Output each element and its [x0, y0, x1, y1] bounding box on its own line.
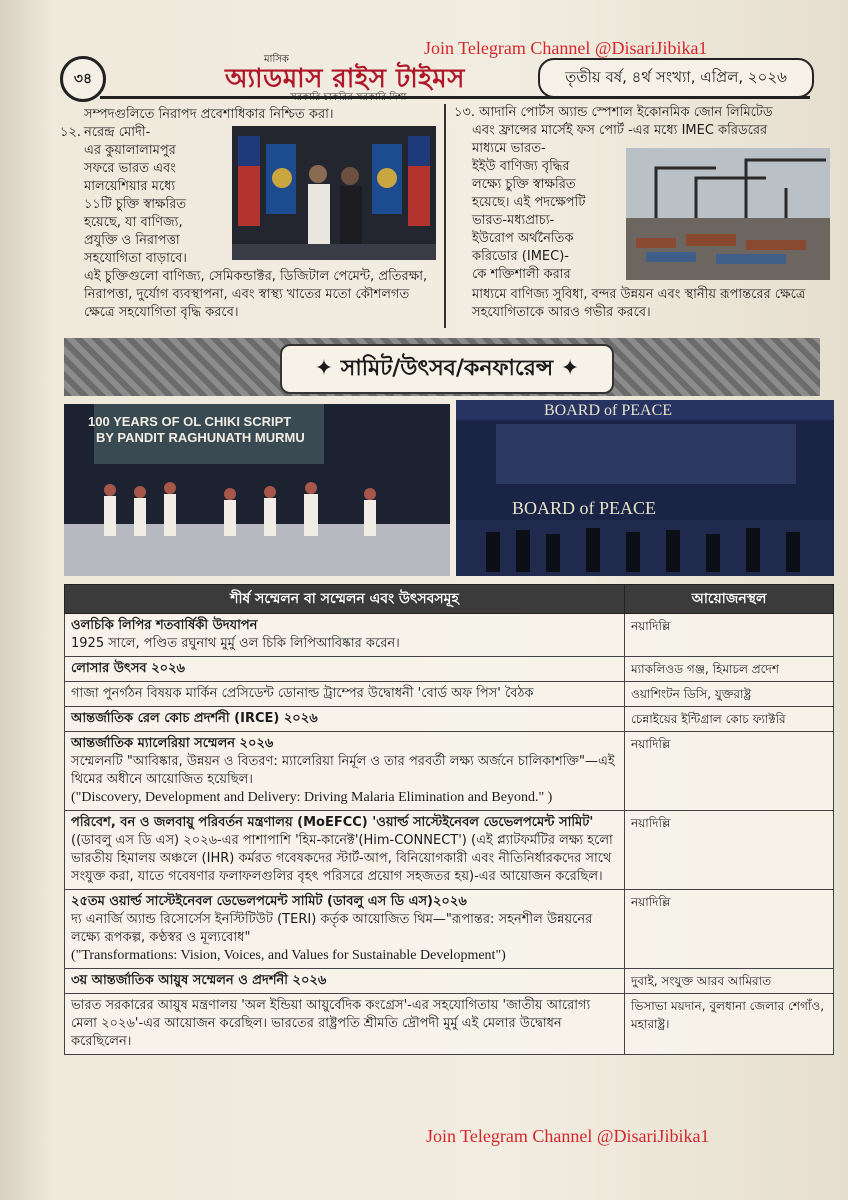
left-full-text: এই চুক্তিগুলো বাণিজ্য, সেমিকন্ডাক্টর, ডিজিটাল পেমেন্ট, প্রতিরক্ষা, নিরাপত্তা, দুর্যোগ ব্যবস্থাপনা, এবং স্বাস্থ্য খাতের মতো কৌশলগত ক্ষেত্রে সহযোগিতা বৃদ্ধি করবে।: [84, 269, 428, 320]
event-title: আন্তর্জাতিক ম্যালেরিয়া সম্মেলন ২০২৬: [71, 736, 274, 751]
table-row: [65, 682, 834, 707]
right-wrap-text: [472, 140, 622, 284]
left-wrap-line: সহযোগিতা বাড়াবে।: [84, 251, 187, 266]
event-title: পরিবেশ, বন ও জলবায়ু পরিবর্তন মন্ত্রণালয় (MoEFCC) 'ওয়ার্ল্ড সাস্টেইনেবল ডেভেলপমেন্ট সামিট': [71, 815, 594, 830]
event-desc: ভারত সরকারের আয়ুষ মন্ত্রণালয় 'অল ইন্ডিয়া আয়ুর্বেদিক কংগ্রেস'-এর সহযোগিতায় 'জাতীয় আরোগ্য মেলা ২০২৬'-এর আয়োজন করেছিল। ভারতের রাষ্ট্রপতি শ্রীমতি দ্রৌপদী মুর্মু এই মেলার উদ্বোধন করেছিলেন।: [71, 998, 591, 1049]
event-cell: [65, 732, 625, 811]
item-number-12: ১২.: [60, 125, 82, 140]
right-intro-line-1: ১৩. আদানি পোর্টস অ্যান্ড স্পেশাল ইকোনমিক জোন লিমিটেড: [454, 105, 773, 120]
column-header-events: শীর্ষ সম্মেলন বা সম্মেলন এবং উৎসবসমূহ: [65, 585, 625, 614]
event-cell: [65, 614, 625, 657]
telegram-link-bottom[interactable]: Join Telegram Channel @DisariJibika1: [426, 1126, 710, 1146]
issue-info: তৃতীয় বর্ষ, ৪র্থ সংখ্যা, এপ্রিল, ২০২৬: [538, 58, 814, 98]
left-wrap-line: হয়েছে, যা বাণিজ্য,: [84, 215, 183, 230]
event-cell: [65, 969, 625, 994]
left-wrap-line: মালয়েশিয়ার মধ্যে: [84, 179, 176, 194]
table-row: [65, 890, 834, 969]
event-desc: 1925 সালে, পণ্ডিত রঘুনাথ মুর্মু ওল চিকি লিপিআবিষ্কার করেন।: [71, 636, 400, 651]
venue-cell: নয়াদিল্লি: [625, 890, 834, 969]
left-wrap-line: নরেন্দ্র মোদী-: [84, 125, 151, 140]
left-wrap-text: [84, 124, 226, 268]
right-wrap-line: লক্ষ্যে চুক্তি স্বাক্ষরিত: [472, 177, 576, 192]
venue-cell: ম্যাকলিওড গঞ্জ, হিমাচল প্রদেশ: [625, 657, 834, 682]
event-desc: দ্য এনার্জি অ্যান্ড রিসোর্সেস ইনস্টিটিউট (TERI) কর্তৃক আয়োজিত থিম—"রূপান্তর: সহনশীল উন্নয়নের লক্ষ্যে রূপকল্প, কণ্ঠস্বর ও মূল্যবোধ": [71, 912, 593, 945]
table-row: [65, 657, 834, 682]
left-wrap-line: প্রযুক্তি ও নিরাপত্তা: [84, 233, 180, 248]
left-intro-line: সম্পদগুলিতে নিরাপদ প্রবেশাধিকার নিশ্চিত করা।: [84, 107, 334, 122]
right-wrap-line: ইউরোপ অর্থনৈতিক: [472, 231, 574, 246]
column-header-venue: আয়োজনস্থল: [625, 585, 834, 614]
column-divider: [444, 104, 446, 328]
event-title: ৩য় আন্তর্জাতিক আয়ুষ সম্মেলন ও প্রদর্শনী ২০২৬: [71, 973, 327, 988]
board-of-peace-photo: [456, 400, 834, 576]
venue-cell: নয়াদিল্লি: [625, 811, 834, 890]
right-wrap-line: কে শক্তিশালী করার: [472, 267, 571, 282]
event-title: লোসার উৎসব ২০২৬: [71, 661, 185, 676]
event-desc: গাজা পুনর্গঠন বিষয়ক মার্কিন প্রেসিডেন্ট ডোনাল্ড ট্রাম্পের উদ্বোধনী 'বোর্ড অফ পিস' বৈঠক: [71, 686, 534, 701]
table-header-row: [65, 585, 834, 614]
table-row: [65, 707, 834, 732]
magazine-frequency: মাসিক: [264, 54, 289, 65]
event-cell: [65, 707, 625, 732]
right-wrap-line: ইইউ বাণিজ্য বৃদ্ধির: [472, 159, 570, 174]
table-row: [65, 969, 834, 994]
venue-cell: ওয়াশিংটন ডিসি, যুক্তরাষ্ট্র: [625, 682, 834, 707]
venue-cell: ভিসাভা ময়দান, বুলধানা জেলার শেগাঁও, মহারাষ্ট্র।: [625, 994, 834, 1055]
section-title: ✦ সামিট/উৎসব/কনফারেন্স ✦: [280, 344, 614, 394]
left-wrap-line: সফরে ভারত এবং: [84, 161, 176, 176]
event-title: ওলচিকি লিপির শতবার্ষিকী উদযাপন: [71, 618, 258, 633]
event-theme-english: ("Discovery, Development and Delivery: Driving Malaria Elimination and Beyond." ): [71, 790, 553, 805]
right-wrap-line: ভারত-মধ্যপ্রাচ্য-: [472, 213, 555, 228]
right-wrap-line: মাধ্যমে ভারত-: [472, 141, 546, 156]
event-cell: [65, 994, 625, 1055]
venue-cell: চেন্নাইয়ের ইন্টিগ্রাল কোচ ফ্যাক্টরি: [625, 707, 834, 732]
event-title: আন্তর্জাতিক রেল কোচ প্রদর্শনী (IRCE) ২০২৬: [71, 711, 318, 726]
event-desc: ((ডাবলু এস ডি এস) ২০২৬-এর পাশাপাশি 'হিম-কানেক্ট'(Him-CONNECT') (এই প্ল্যাটফর্মটির লক্ষ্য হলো ভারতীয় হিমালয় অঞ্চলে (IHR) কর্মরত গবেষকদের স্টার্ট-আপ, বিনিয়োগকারী এবং নীতিনির্ধারকদের সাথে সংযুক্ত করা, যাতে গবেষণার ফলাফলগুলির বৃহৎ পরিসরে প্রয়োগ সহজতর হয়)-এর আয়োজন করেছিল।: [71, 833, 613, 884]
right-full-text: মাধ্যমে বাণিজ্য সুবিধা, বন্দর উন্নয়ন এবং স্থানীয় রূপান্তরের ক্ষেত্রে সহযোগিতাকে আরও গভীর করবে।: [472, 287, 806, 320]
right-intro-line-2: এবং ফ্রান্সের মার্সেই ফস পোর্ট -এর মধ্যে IMEC করিডরের: [472, 123, 768, 138]
page-number: ৩৪: [60, 56, 106, 102]
left-wrap-line: ১১টি চুক্তি স্বাক্ষরিত: [84, 197, 187, 212]
event-cell: [65, 657, 625, 682]
board-of-peace-caption-bottom: BOARD of PEACE: [512, 498, 657, 518]
event-desc: সম্মেলনটি "আবিষ্কার, উন্নয়ন ও বিতরণ: ম্যালেরিয়া নির্মূল ও তার পরবর্তী লক্ষ্য অর্জনে চালিকাশক্তি"—এই থিমের অধীনে আয়োজিত হয়েছিল।: [71, 754, 615, 787]
venue-cell: দুবাই, সংযুক্ত আরব আমিরাত: [625, 969, 834, 994]
telegram-link-top[interactable]: Join Telegram Channel @DisariJibika1: [424, 38, 708, 58]
ol-chiki-caption-2: BY PANDIT RAGHUNATH MURMU: [96, 430, 305, 445]
table-row: [65, 614, 834, 657]
modi-malaysia-photo: [232, 126, 436, 260]
right-wrap-line: করিডোর (IMEC)-: [472, 249, 569, 264]
port-cranes-photo: [626, 148, 830, 280]
event-cell: [65, 682, 625, 707]
table-row: [65, 994, 834, 1055]
ol-chiki-caption-1: 100 YEARS OF OL CHIKI SCRIPT: [88, 414, 292, 429]
board-of-peace-caption-top: BOARD of PEACE: [544, 402, 673, 419]
events-table: [64, 584, 834, 1055]
right-wrap-line: হয়েছে। এই পদক্ষেপটি: [472, 195, 586, 210]
venue-cell: নয়াদিল্লি: [625, 614, 834, 657]
venue-cell: নয়াদিল্লি: [625, 732, 834, 811]
table-row: [65, 811, 834, 890]
magazine-title: অ্যাডমাস রাইস টাইমস: [225, 64, 465, 94]
event-theme-english: ("Transformations: Vision, Voices, and Values for Sustainable Development"): [71, 948, 506, 963]
event-title: ২৫তম ওয়ার্ল্ড সাস্টেইনেবল ডেভেলপমেন্ট সামিট (ডাবলু এস ডি এস)২০২৬: [71, 894, 467, 909]
event-cell: [65, 811, 625, 890]
table-row: [65, 732, 834, 811]
left-wrap-line: এর কুয়ালালামপুর: [84, 143, 176, 158]
event-cell: [65, 890, 625, 969]
